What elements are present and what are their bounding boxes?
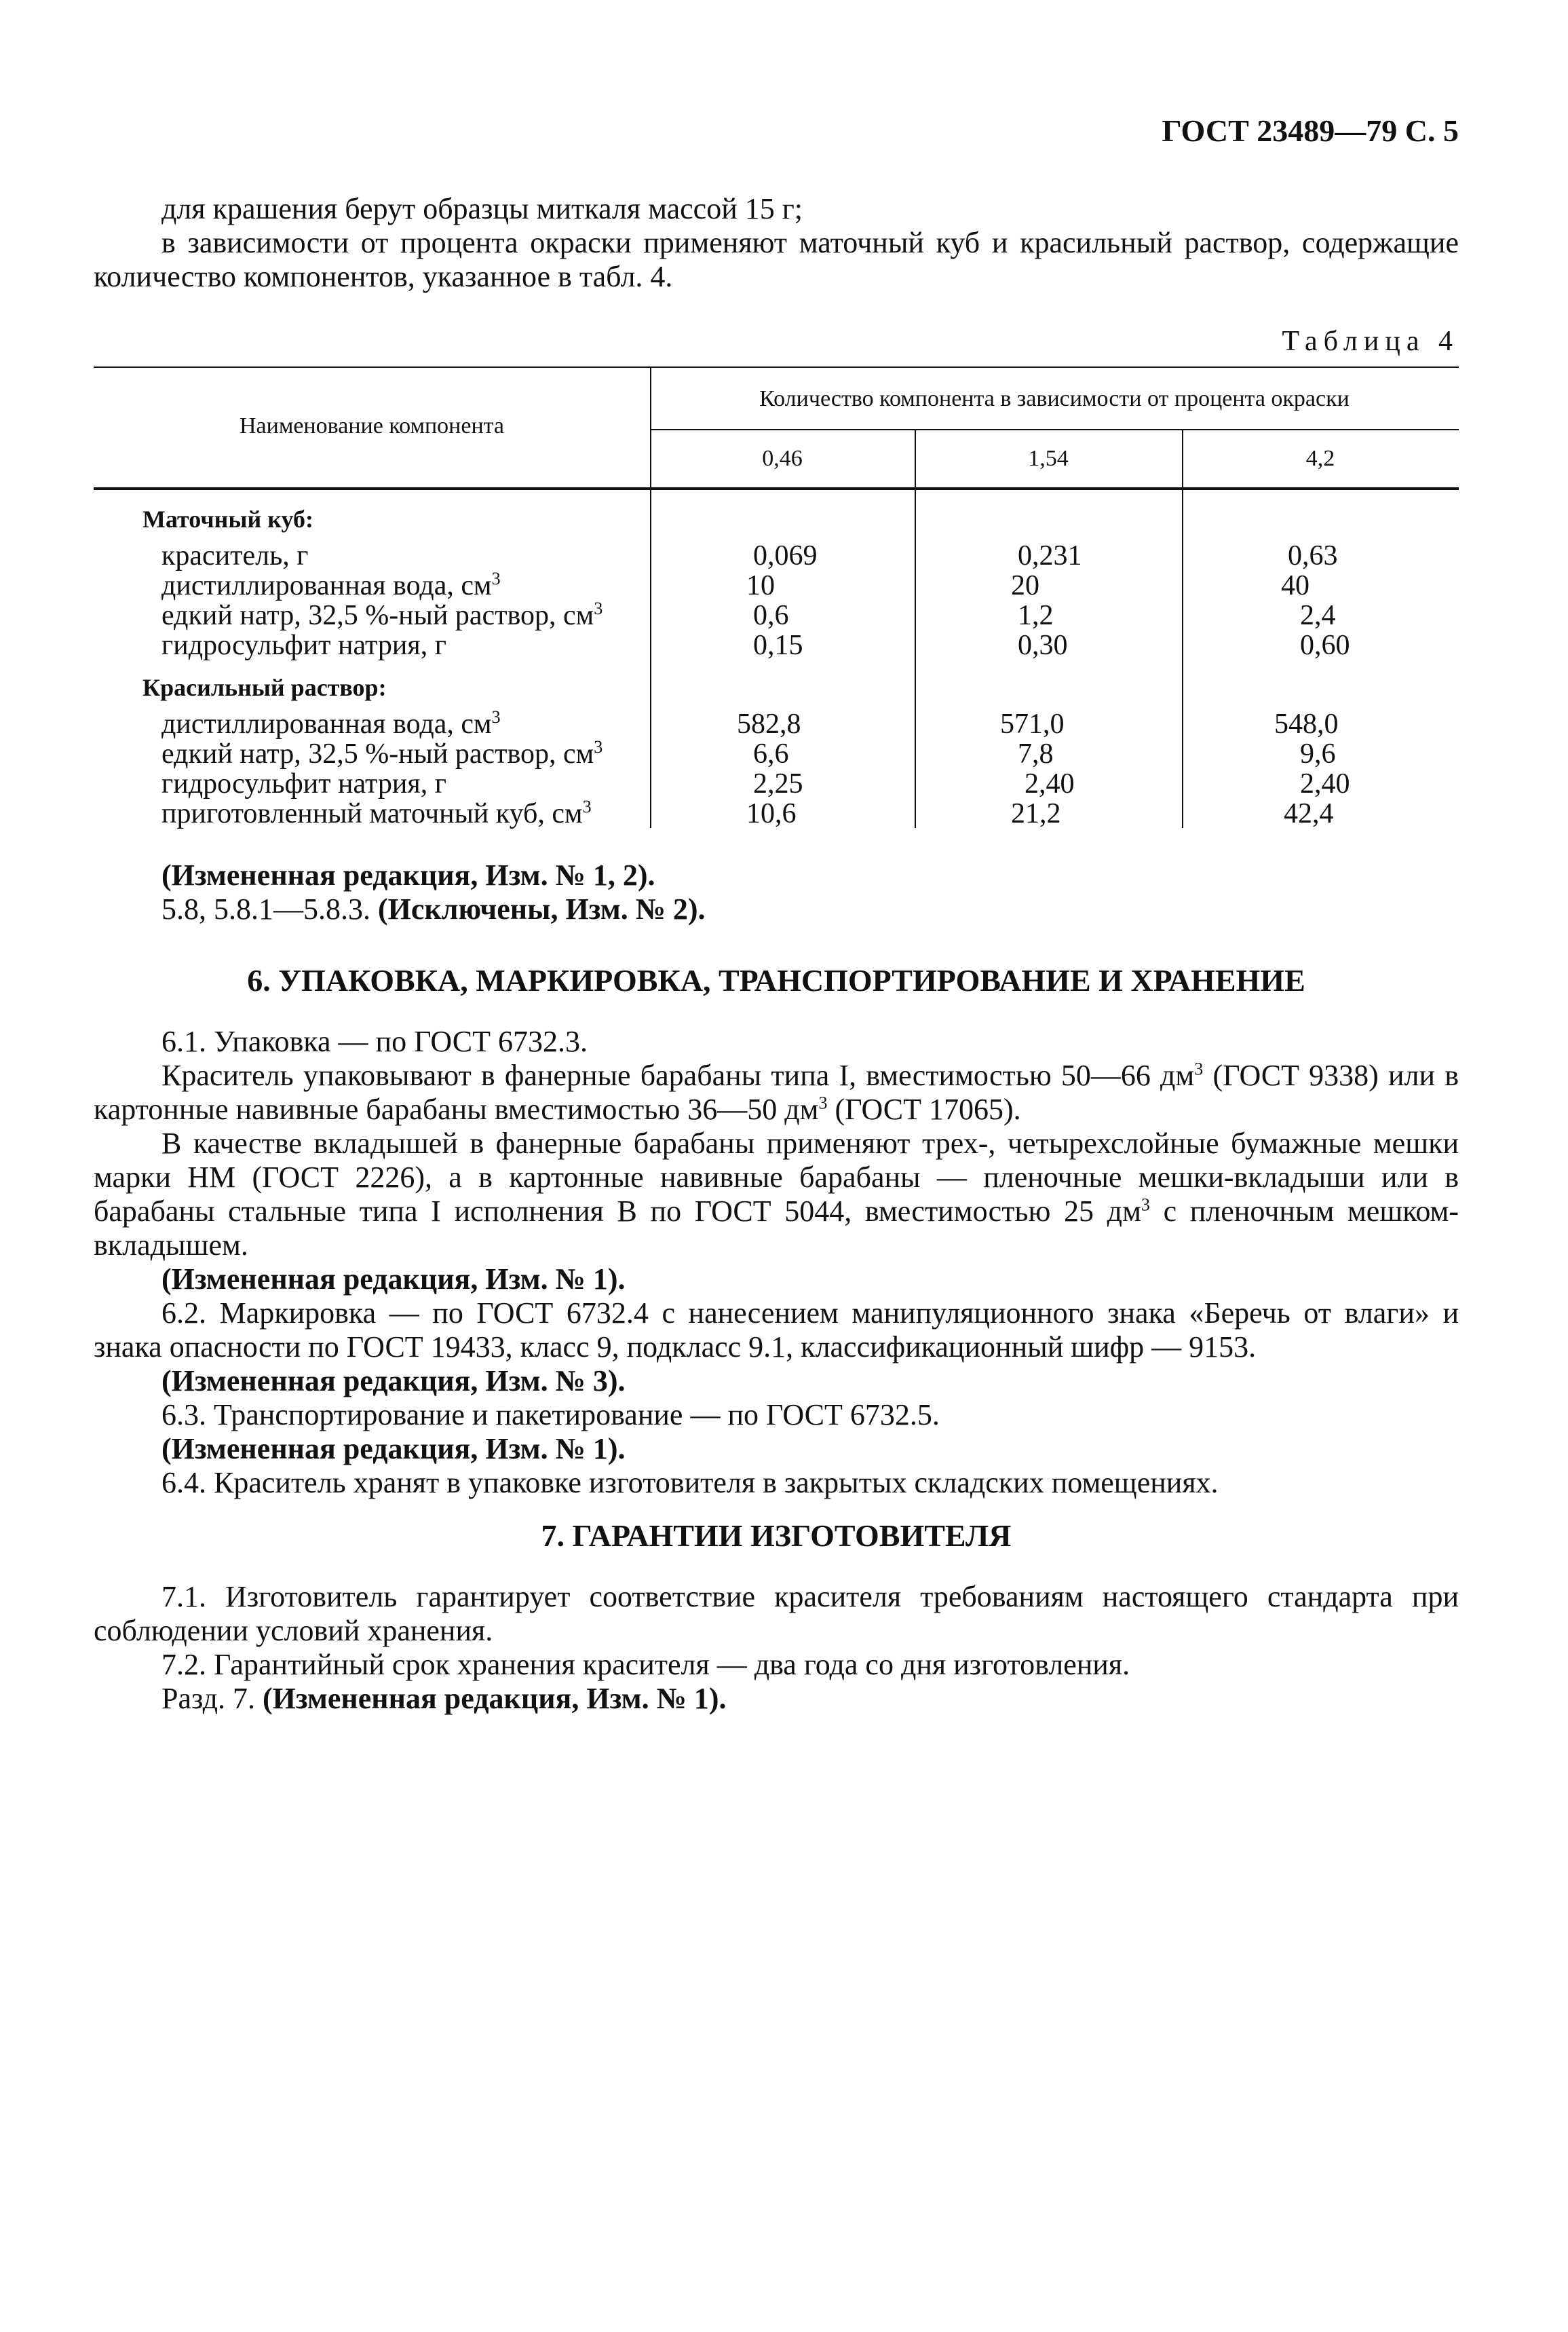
table-vline-3 bbox=[1182, 429, 1183, 828]
table-cell: 0,6 bbox=[753, 600, 789, 631]
paragraph-6-2: 6.2. Маркировка — по ГОСТ 6732.4 с нанесением манипуляционного знака «Беречь от влаги» и знака опасности по ГОСТ 19433, класс 9, подкласс 9.1, классификационный шифр — 9153. bbox=[94, 1296, 1459, 1364]
table-row-label: гидросульфит натрия, г bbox=[161, 768, 446, 800]
table-header-rule bbox=[94, 487, 1459, 490]
paragraph-7-1: 7.1. Изготовитель гарантирует соответствие красителя требованиям настоящего стандарта при соблюдении условий хранения. bbox=[94, 1580, 1459, 1647]
table-top-rule bbox=[94, 366, 1459, 368]
table-group-label: Красильный раствор: bbox=[142, 674, 387, 701]
table-cell: 548,0 bbox=[1274, 709, 1339, 740]
table-cell: 2,4 bbox=[1300, 600, 1336, 631]
intro-paragraph-1: для крашения берут образцы миткаля массой 15 г; bbox=[161, 192, 803, 225]
table-col-header: 4,2 bbox=[1305, 446, 1335, 471]
table-row-label: краситель, г bbox=[161, 540, 309, 571]
table-cell: 10,6 bbox=[746, 798, 797, 829]
table-notes bbox=[94, 859, 1459, 926]
paragraph-liners: В качестве вкладышей в фанерные барабаны применяют трех-, четырехслойные бумажные мешки марки НМ (ГОСТ 2226), а в картонные навивные барабаны — пленочные мешки-вкладыши или в барабаны стальные типа I исполнения В по ГОСТ 5044, вместимостью 25 $дм^3$ с пленочным мешком-вкладышем. bbox=[94, 1127, 1459, 1262]
amendment-note: (Измененная редакция, Изм. № 1). bbox=[161, 1432, 626, 1465]
amendment-note: (Измененная редакция, Изм. № 3). bbox=[161, 1364, 626, 1397]
section-7-amendment: Разд. 7. (Измененная редакция, Изм. № 1). bbox=[161, 1682, 727, 1715]
table-cell: 1,2 bbox=[1018, 600, 1054, 631]
table-cell: 0,60 bbox=[1300, 630, 1350, 661]
table-caption: Таблица 4 bbox=[1282, 326, 1459, 357]
table-cell: 9,6 bbox=[1300, 738, 1336, 770]
paragraph-6-3: 6.3. Транспортирование и пакетирование — по ГОСТ 6732.5. bbox=[161, 1398, 940, 1431]
amendment-note: (Измененная редакция, Изм. № 1). bbox=[161, 1262, 626, 1296]
table-cell: 2,25 bbox=[753, 768, 803, 800]
intro-paragraph-2: в зависимости от процента окраски применяют маточный куб и красильный раствор, содержащие количество компонентов, указанное в табл. 4. bbox=[94, 226, 1459, 293]
page-header: ГОСТ 23489—79 С. 5 bbox=[1162, 113, 1459, 148]
table-subheader-rule bbox=[650, 429, 1459, 430]
amendment-note: (Измененная редакция, Изм. № 1, 2). bbox=[161, 859, 655, 892]
table-row-label: приготовленный маточный куб, $см^3$ bbox=[161, 797, 592, 829]
table-cell: 40 bbox=[1281, 570, 1309, 601]
table-cell: 20 bbox=[1011, 570, 1039, 601]
table-col-header: 1,54 bbox=[1028, 446, 1069, 471]
table-cell: 582,8 bbox=[737, 709, 801, 740]
table-row-label: едкий натр, 32,5 %-ный раствор, $см^3$ bbox=[161, 599, 603, 631]
excluded-note: 5.8, 5.8.1—5.8.3. (Исключены, Изм. № 2). bbox=[161, 892, 706, 926]
table-row-label: гидросульфит натрия, г bbox=[161, 630, 446, 661]
table-header-component: Наименование компонента bbox=[239, 413, 505, 438]
table-cell: 0,30 bbox=[1018, 630, 1068, 661]
table-cell: 0,15 bbox=[753, 630, 803, 661]
table-cell: 2,40 bbox=[1025, 768, 1075, 800]
table-cell: 0,069 bbox=[753, 540, 818, 571]
paragraph-6-4: 6.4. Краситель хранят в упаковке изготовителя в закрытых складских помещениях. bbox=[161, 1466, 1219, 1499]
table-group-label: Маточный куб: bbox=[142, 506, 313, 533]
paragraph-7-2: 7.2. Гарантийный срок хранения красителя — два года со дня изготовления. bbox=[161, 1648, 1130, 1681]
section-7-heading: 7. ГАРАНТИИ ИЗГОТОВИТЕЛЯ bbox=[541, 1518, 1012, 1553]
section-7-body bbox=[94, 1580, 1459, 1716]
table-cell: 42,4 bbox=[1284, 798, 1334, 829]
table-header-group: Количество компонента в зависимости от процента окраски bbox=[759, 386, 1350, 411]
table-cell: 6,6 bbox=[753, 738, 789, 770]
intro-text bbox=[94, 192, 1459, 294]
table-row-label: едкий натр, 32,5 %-ный раствор, $см^3$ bbox=[161, 737, 603, 770]
table-vline-1 bbox=[650, 366, 651, 828]
table-vline-2 bbox=[915, 429, 916, 828]
table-row-label: дистиллированная вода, $см^3$ bbox=[161, 707, 501, 740]
paragraph-6-1: 6.1. Упаковка — по ГОСТ 6732.3. bbox=[161, 1025, 588, 1058]
section-6-body bbox=[94, 1025, 1459, 1500]
table-cell: 21,2 bbox=[1011, 798, 1061, 829]
paragraph-packaging: Краситель упаковывают в фанерные барабаны типа I, вместимостью 50—66 $дм^3$ (ГОСТ 9338) или в картонные навивные барабаны вместимостью 36—50 $дм^3$ (ГОСТ 17065). bbox=[94, 1059, 1459, 1126]
table-cell: 0,63 bbox=[1288, 540, 1338, 571]
table-cell: 10 bbox=[746, 570, 775, 601]
table-col-header: 0,46 bbox=[762, 446, 803, 471]
table-cell: 0,231 bbox=[1018, 540, 1082, 571]
table-cell: 7,8 bbox=[1018, 738, 1054, 770]
table-4 bbox=[94, 366, 1459, 828]
table-cell: 2,40 bbox=[1300, 768, 1350, 800]
table-cell: 571,0 bbox=[1000, 709, 1065, 740]
table-row-label: дистиллированная вода, $см^3$ bbox=[161, 569, 501, 601]
section-6-heading: 6. УПАКОВКА, МАРКИРОВКА, ТРАНСПОРТИРОВАНИЕ И ХРАНЕНИЕ bbox=[247, 963, 1305, 998]
